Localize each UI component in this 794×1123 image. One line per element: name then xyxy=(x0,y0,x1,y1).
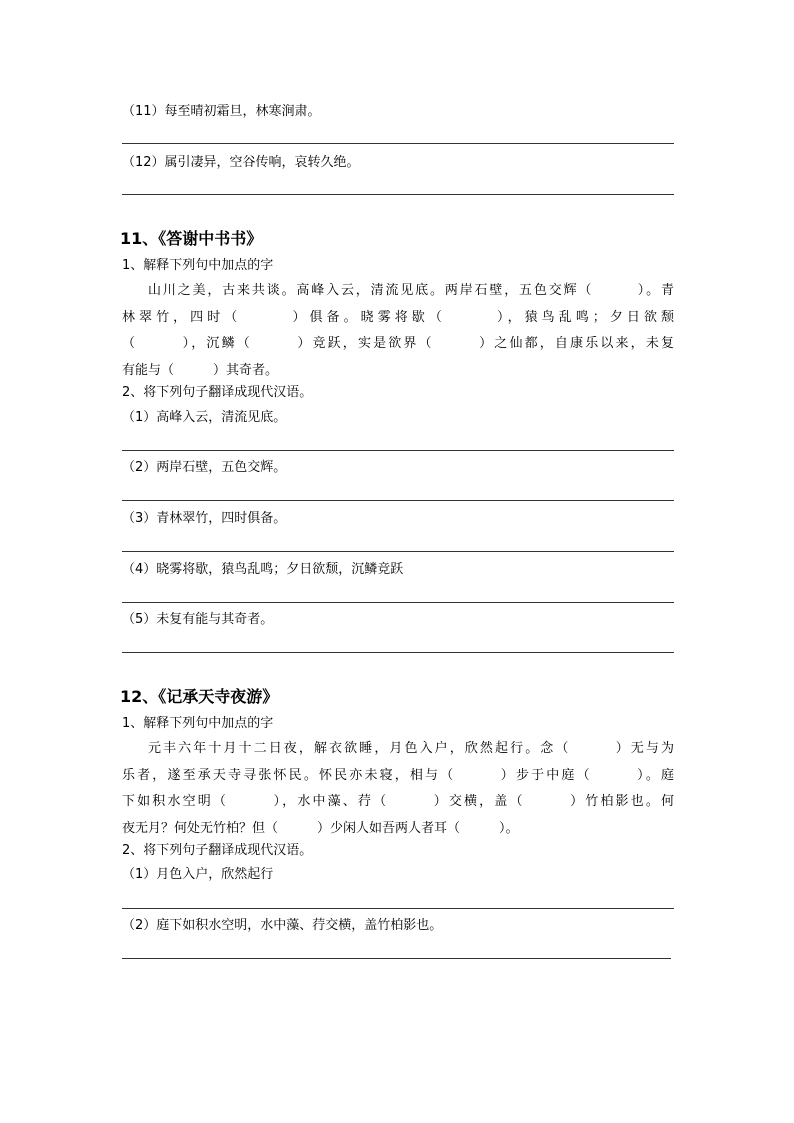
answer-line xyxy=(122,143,674,144)
section-11-item-5: （5）未复有能与其奇者。 xyxy=(122,612,274,627)
section-11-question-2: 2、将下列句子翻译成现代汉语。 xyxy=(122,385,313,400)
section-11-question-1: 1、解释下列句中加点的字 xyxy=(122,258,274,273)
section-11-item-4: （4）晓雾将歇，猿鸟乱鸣；夕日欲颓，沉鳞竞跃 xyxy=(122,562,404,577)
passage-line: 山川之美，古来共谈。高峰入云，清流见底。两岸石壁，五色交辉（ ）。青 xyxy=(148,283,674,298)
answer-line xyxy=(122,652,674,653)
passage-line: 元丰六年十月十二日夜，解衣欲睡，月色入户，欣然起行。念（ ）无与为 xyxy=(148,741,674,756)
passage-line: 乐者，遂至承天寺寻张怀民。怀民亦未寝，相与（ ）步于中庭（ ）。庭 xyxy=(122,767,674,783)
passage-line: 下如积水空明（ ），水中藻、荇（ ）交横，盖（ ）竹柏影也。何 xyxy=(122,794,674,809)
answer-line xyxy=(122,194,674,195)
passage-line: （ ），沉鳞（ ）竞跃，实是欲界（ ）之仙都，自康乐以来，未复 xyxy=(122,336,674,351)
section-11-passage xyxy=(122,278,674,384)
section-12-title: 12、《记承天寺夜游》 xyxy=(120,687,279,706)
answer-line xyxy=(122,602,674,603)
answer-line xyxy=(122,551,674,552)
translation-item-11: （11）每至晴初霜旦，林寒涧肃。 xyxy=(122,104,321,119)
section-12-question-1: 1、解释下列句中加点的字 xyxy=(122,716,274,731)
section-12-passage xyxy=(122,736,674,842)
answer-line xyxy=(122,500,674,501)
translation-item-12: （12）属引凄异，空谷传响，哀转久绝。 xyxy=(122,155,360,170)
section-11-title: 11、《答谢中书书》 xyxy=(120,229,263,248)
answer-line xyxy=(122,908,674,909)
passage-line: 有能与（ ）其奇者。 xyxy=(122,362,279,378)
section-11-item-3: （3）青林翠竹，四时俱备。 xyxy=(122,511,287,526)
answer-line xyxy=(122,450,674,451)
passage-line: 林翠竹，四时（ ）俱备。晓雾将歇（ ），猿鸟乱鸣；夕日欲颓 xyxy=(122,309,674,325)
section-11-item-1: （1）高峰入云，清流见底。 xyxy=(122,410,287,425)
section-12-item-1: （1）月色入户，欣然起行 xyxy=(122,867,274,882)
section-11-item-2: （2）两岸石壁，五色交辉。 xyxy=(122,460,287,475)
section-12-question-2: 2、将下列句子翻译成现代汉语。 xyxy=(122,843,313,858)
answer-line xyxy=(122,958,671,959)
section-12-item-2: （2）庭下如积水空明，水中藻、荇交横，盖竹柏影也。 xyxy=(122,918,443,933)
passage-line: 夜无月？何处无竹柏？但（ ）少闲人如吾两人者耳（ ）。 xyxy=(122,820,519,836)
